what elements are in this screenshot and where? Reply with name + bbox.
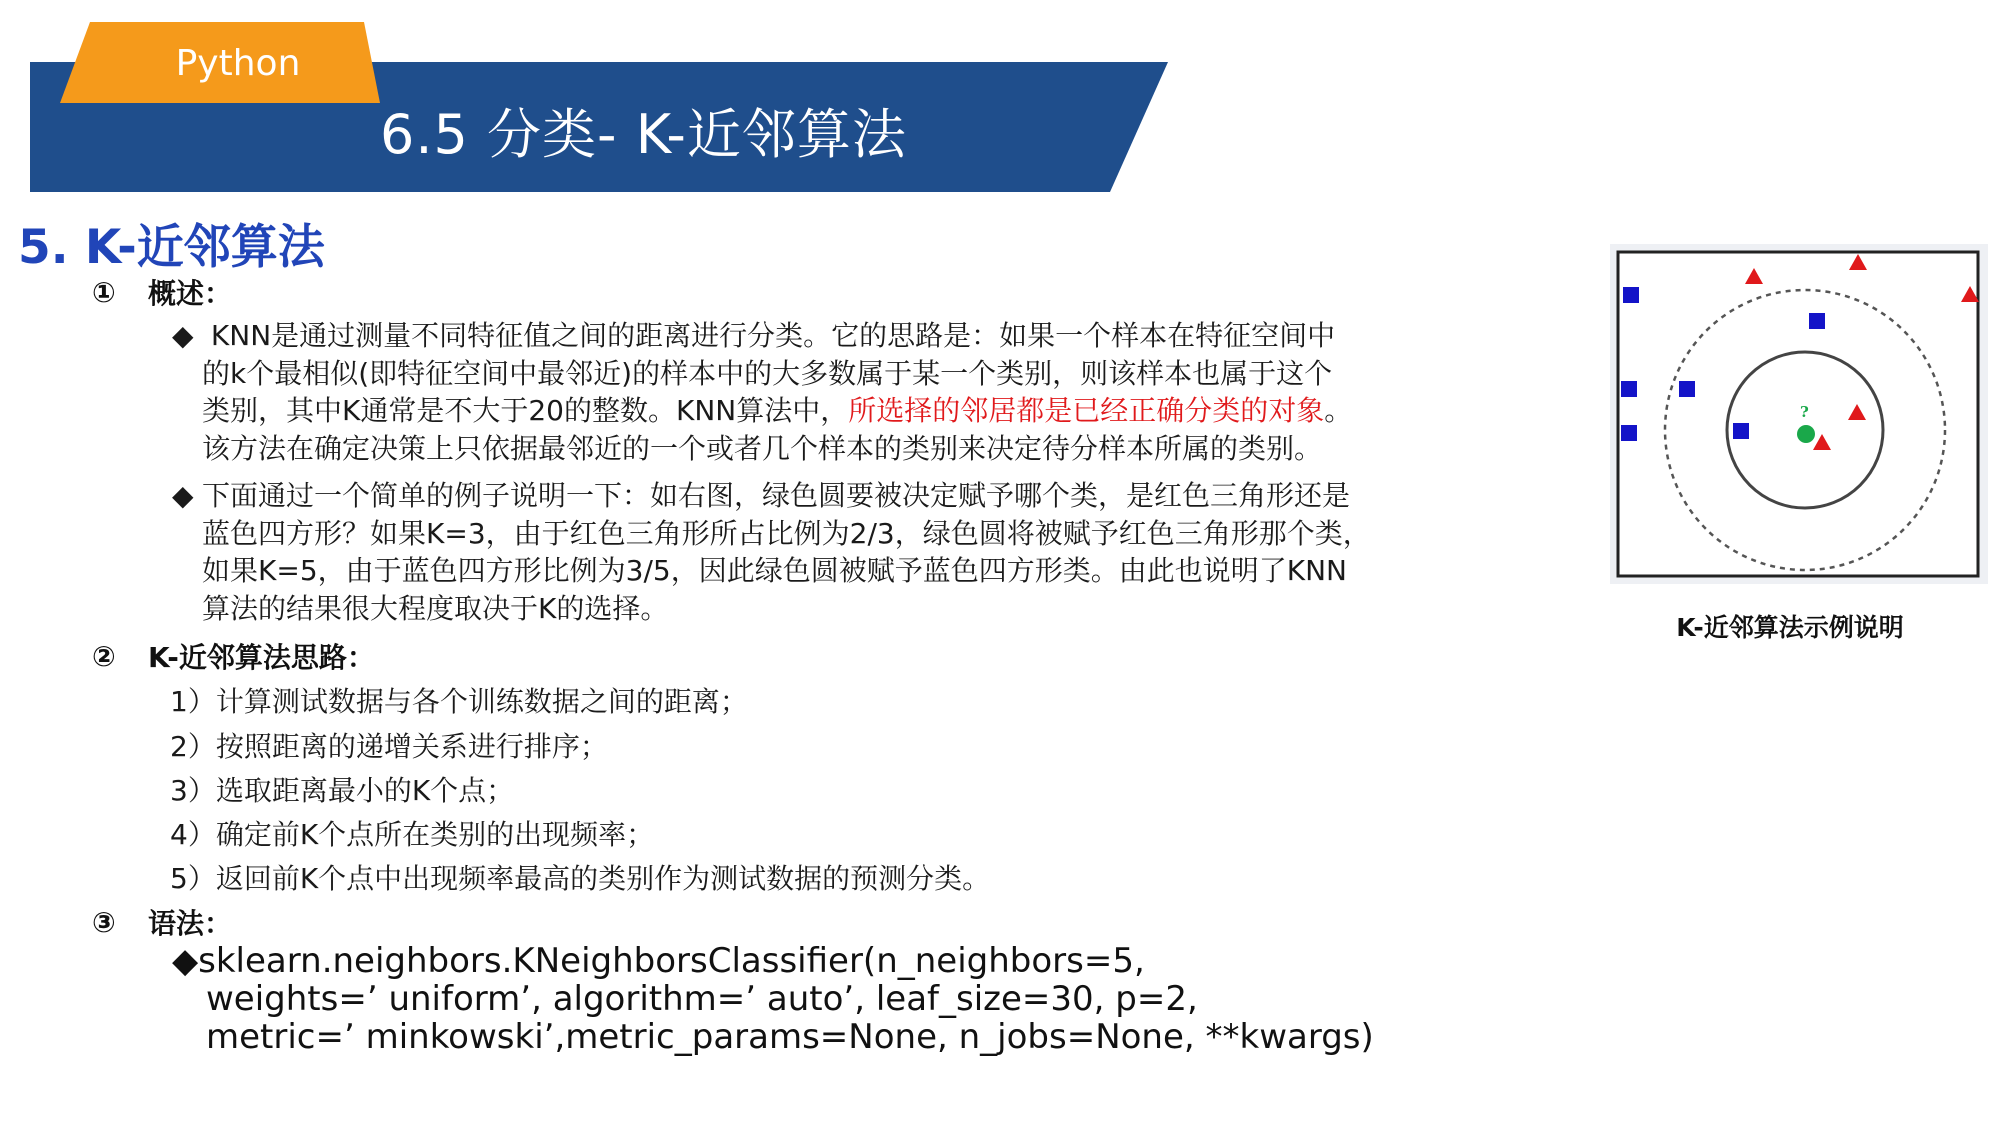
syntax-line-2: weights=’ uniform’, algorithm=’ auto’, leaf_size=30, p=2, bbox=[206, 979, 1198, 1019]
question-mark-label: ? bbox=[1800, 403, 1809, 421]
circled-number-1: ① bbox=[92, 275, 116, 309]
overview-p2-line4: 算法的结果很大程度取决于K的选择。 bbox=[202, 591, 669, 625]
overview-p1-line3 bbox=[172, 392, 1512, 430]
overview-p2-line2: 蓝色四方形？如果K=3，由于红色三角形所占比例为2/3，绿色圆将被赋予红色三角形那个类， bbox=[202, 516, 1371, 550]
blue-square-marker bbox=[1809, 313, 1825, 329]
syntax-heading bbox=[92, 902, 232, 942]
knn-example-figure bbox=[1610, 244, 1988, 584]
page-title: 6.5 分类- K-近邻算法 bbox=[380, 102, 907, 166]
python-tab-label: Python bbox=[175, 42, 301, 84]
blue-square-marker bbox=[1621, 381, 1637, 397]
diamond-bullet-icon: ◆ bbox=[172, 479, 194, 512]
overview-p1-line3-end: 。 bbox=[1324, 394, 1353, 427]
approach-step: 4）确定前K个点所在类别的出现频率； bbox=[170, 818, 655, 851]
python-tab bbox=[30, 0, 370, 110]
syntax-heading-label: 语法： bbox=[148, 907, 233, 940]
blue-square-marker bbox=[1621, 425, 1637, 441]
overview-heading-label: 概述： bbox=[148, 277, 233, 310]
diamond-bullet-icon: ◆ bbox=[172, 319, 194, 352]
syntax-line-3: metric=’ minkowski’,metric_params=None, n_jobs=None, **kwargs) bbox=[206, 1017, 1374, 1057]
approach-step: 3）选取距离最小的K个点； bbox=[170, 774, 515, 807]
overview-p2-line3: 如果K=5，由于蓝色四方形比例为3/5，因此绿色圆被赋予蓝色四方形类。由此也说明了KNN bbox=[202, 554, 1347, 587]
approach-step: 2）按照距离的递增关系进行排序； bbox=[170, 730, 608, 763]
approach-heading bbox=[92, 636, 375, 676]
highlight-text: 所选择的邻居都是已经正确分类的对象 bbox=[848, 394, 1325, 427]
overview-p1-line2: 的k个最相似(即特征空间中最邻近)的样本中的大多数属于某一个类别，则该样本也属于这个 bbox=[202, 356, 1333, 390]
overview-p1-line3-text: 类别，其中K通常是不大于20的整数。KNN算法中， bbox=[202, 394, 849, 427]
syntax-line-1: sklearn.neighbors.KNeighborsClassifier(n_neighbors=5, bbox=[198, 941, 1145, 981]
diamond-bullet-icon: ◆ bbox=[172, 941, 199, 981]
green-query-circle bbox=[1797, 425, 1815, 443]
overview-paragraph-2 bbox=[172, 477, 1512, 627]
figure-caption: K-近邻算法示例说明 bbox=[1676, 613, 1904, 642]
section-title: 5. K-近邻算法 bbox=[18, 220, 325, 275]
overview-p2-line1: 下面通过一个简单的例子说明一下：如右图，绿色圆要被决定赋予哪个类，是红色三角形还是 bbox=[202, 479, 1351, 512]
overview-paragraph-1 bbox=[172, 317, 1512, 467]
syntax-code-block bbox=[172, 942, 1374, 1056]
blue-square-marker bbox=[1679, 381, 1695, 397]
approach-heading-label: K-近邻算法思路： bbox=[148, 641, 375, 674]
blue-square-marker bbox=[1623, 287, 1639, 303]
circled-number-3: ③ bbox=[92, 905, 116, 939]
blue-square-marker bbox=[1733, 423, 1749, 439]
approach-step: 1）计算测试数据与各个训练数据之间的距离； bbox=[170, 685, 748, 718]
approach-step: 5）返回前K个点中出现频率最高的类别作为测试数据的预测分类。 bbox=[170, 862, 991, 895]
overview-p1-line1: KNN是通过测量不同特征值之间的距离进行分类。它的思路是：如果一个样本在特征空间中 bbox=[202, 319, 1336, 352]
overview-p1-line4: 该方法在确定决策上只依据最邻近的一个或者几个样本的类别来决定待分样本所属的类别。 bbox=[202, 431, 1323, 465]
circled-number-2: ② bbox=[92, 639, 116, 673]
overview-heading bbox=[92, 272, 232, 312]
